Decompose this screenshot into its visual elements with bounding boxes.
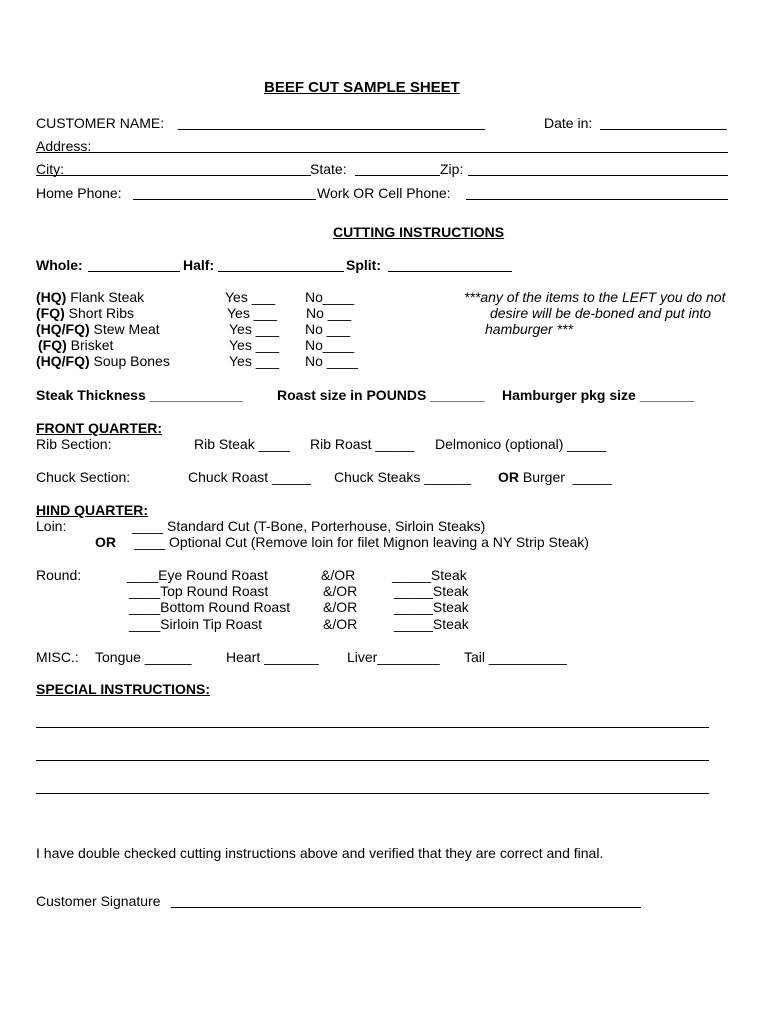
zip-field[interactable] xyxy=(468,175,728,176)
split-field[interactable] xyxy=(388,271,512,272)
round-roast-field[interactable]: ____Bottom Round Roast xyxy=(129,599,291,615)
round-steak-field[interactable]: _____Steak xyxy=(394,616,469,632)
bone-item-no[interactable]: No____ xyxy=(305,289,355,305)
tongue-field[interactable]: Tongue ______ xyxy=(95,649,192,665)
city-label: City: xyxy=(36,161,64,177)
bone-item-no[interactable]: No ____ xyxy=(305,353,358,369)
page-title: BEEF CUT SAMPLE SHEET xyxy=(264,79,460,96)
bone-item-name: (FQ) Short Ribs xyxy=(36,305,135,321)
heart-field[interactable]: Heart _______ xyxy=(226,649,319,665)
bone-item-no[interactable]: No____ xyxy=(305,337,355,353)
round-steak-field[interactable]: _____Steak xyxy=(394,599,469,615)
bone-item-name: (HQ) Flank Steak xyxy=(36,289,145,305)
bone-item-yes[interactable]: Yes ___ xyxy=(225,289,276,305)
round-andor-label: &/OR xyxy=(323,583,358,599)
front-quarter-heading: FRONT QUARTER: xyxy=(36,420,162,436)
bone-item-name: (HQ/FQ) Stew Meat xyxy=(36,321,160,337)
date-in-label: Date in: xyxy=(544,115,593,131)
customer-signature-label: Customer Signature xyxy=(36,893,161,909)
standard-cut-option[interactable]: ____ Standard Cut (T-Bone, Porterhouse, Sirloin Steaks) xyxy=(132,518,486,534)
burger-field[interactable]: OR Burger _____ xyxy=(498,469,612,485)
chuck-roast-field[interactable]: Chuck Roast _____ xyxy=(188,469,311,485)
round-andor-label: &/OR xyxy=(323,616,358,632)
home-phone-field[interactable] xyxy=(133,199,316,200)
date-in-field[interactable] xyxy=(600,129,727,130)
city-field[interactable] xyxy=(36,175,311,176)
roast-size-field[interactable]: Roast size in POUNDS _______ xyxy=(277,387,485,403)
hind-quarter-heading: HIND QUARTER: xyxy=(36,502,148,518)
work-phone-field[interactable] xyxy=(466,199,728,200)
bone-item-no[interactable]: No ___ xyxy=(306,305,352,321)
bone-item-yes[interactable]: Yes ___ xyxy=(229,353,280,369)
special-instructions-line[interactable] xyxy=(36,793,709,794)
round-andor-label: &/OR xyxy=(321,567,356,583)
address-field[interactable] xyxy=(36,152,728,153)
round-roast-field[interactable]: ____Eye Round Roast xyxy=(127,567,268,583)
delmonico-field[interactable]: Delmonico (optional) _____ xyxy=(435,436,607,452)
chuck-section-label: Chuck Section: xyxy=(36,469,131,485)
special-instructions-line[interactable] xyxy=(36,727,709,728)
deboned-note-line: ***any of the items to the LEFT you do not xyxy=(464,289,726,305)
optional-cut-option[interactable]: ____ Optional Cut (Remove loin for filet Mignon leaving a NY Strip Steak) xyxy=(134,534,589,550)
half-field[interactable] xyxy=(218,271,344,272)
round-roast-field[interactable]: ____Sirloin Tip Roast xyxy=(129,616,263,632)
customer-name-field[interactable] xyxy=(178,129,485,130)
loin-or-label: OR xyxy=(95,534,116,550)
split-label: Split: xyxy=(346,257,381,273)
bone-item-yes[interactable]: Yes ___ xyxy=(227,305,278,321)
state-label: State: xyxy=(310,161,347,177)
bone-item-name: (FQ) Brisket xyxy=(38,337,114,353)
verification-statement: I have double checked cutting instructions above and verified that they are correct and final. xyxy=(36,845,604,861)
round-steak-field[interactable]: _____Steak xyxy=(394,583,469,599)
deboned-note-line: desire will be de-boned and put into xyxy=(490,305,712,321)
round-roast-field[interactable]: ____Top Round Roast xyxy=(129,583,269,599)
bone-item-yes[interactable]: Yes ___ xyxy=(229,321,280,337)
half-label: Half: xyxy=(183,257,215,273)
loin-label: Loin: xyxy=(36,518,67,534)
liver-field[interactable]: Liver________ xyxy=(347,649,440,665)
state-field[interactable] xyxy=(355,175,440,176)
bone-item-name: (HQ/FQ) Soup Bones xyxy=(36,353,170,369)
tail-field[interactable]: Tail __________ xyxy=(464,649,567,665)
steak-thickness-field[interactable]: Steak Thickness ____________ xyxy=(36,387,244,403)
special-instructions-line[interactable] xyxy=(36,760,709,761)
round-steak-field[interactable]: _____Steak xyxy=(392,567,467,583)
round-label: Round: xyxy=(36,567,82,583)
home-phone-label: Home Phone: xyxy=(36,185,122,201)
address-label: Address: xyxy=(36,138,92,154)
whole-label: Whole: xyxy=(36,257,83,273)
misc-label: MISC.: xyxy=(36,649,79,665)
work-phone-label: Work OR Cell Phone: xyxy=(317,185,451,201)
customer-name-label: CUSTOMER NAME: xyxy=(36,115,165,131)
rib-section-label: Rib Section: xyxy=(36,436,112,452)
round-andor-label: &/OR xyxy=(323,599,358,615)
bone-item-yes[interactable]: Yes ___ xyxy=(229,337,280,353)
hamburger-pkg-size-field[interactable]: Hamburger pkg size _______ xyxy=(502,387,695,403)
zip-label: Zip: xyxy=(440,161,464,177)
deboned-note-line: hamburger *** xyxy=(485,321,573,337)
customer-signature-field[interactable] xyxy=(171,907,641,908)
chuck-steaks-field[interactable]: Chuck Steaks ______ xyxy=(334,469,471,485)
bone-item-no[interactable]: No ___ xyxy=(305,321,351,337)
cutting-instructions-heading: CUTTING INSTRUCTIONS xyxy=(333,224,505,240)
whole-field[interactable] xyxy=(88,271,180,272)
rib-roast-field[interactable]: Rib Roast _____ xyxy=(310,436,415,452)
special-instructions-heading: SPECIAL INSTRUCTIONS: xyxy=(36,681,210,697)
rib-steak-field[interactable]: Rib Steak ____ xyxy=(194,436,290,452)
